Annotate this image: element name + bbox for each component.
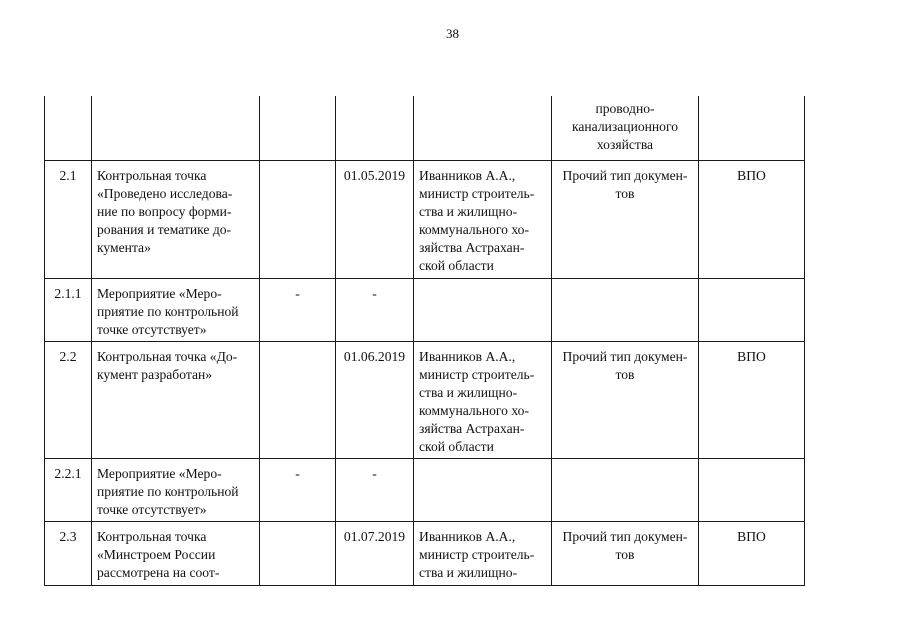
row-number: 2.2.1 — [45, 458, 92, 521]
plan-table — [44, 96, 805, 586]
page-number: 38 — [446, 26, 459, 41]
row-level — [699, 278, 805, 341]
row-start-date — [260, 341, 336, 458]
row-responsible: Иванников А.А., министр строитель- ства и жилищно- коммунального хо- зяйства Астрахан- ской области — [414, 160, 552, 278]
row-document-type: Прочий тип докумен- тов — [552, 521, 699, 585]
row-responsible: Иванников А.А., министр строитель- ства и жилищно- коммунального хо- зяйства Астрахан- ской области — [414, 341, 552, 458]
row-level — [699, 96, 805, 160]
row-end-date: 01.06.2019 — [336, 341, 414, 458]
row-responsible — [414, 458, 552, 521]
row-level: ВПО — [699, 341, 805, 458]
row-document-type: Прочий тип докумен- тов — [552, 160, 699, 278]
row-end-date: - — [336, 458, 414, 521]
table-row — [45, 341, 805, 458]
row-name: Мероприятие «Меро- приятие по контрольной точке отсутствует» — [92, 278, 260, 341]
table-row — [45, 160, 805, 278]
row-start-date — [260, 160, 336, 278]
table-row — [45, 96, 805, 160]
row-name: Контрольная точка «Проведено исследова- ние по вопросу форми- рования и тематике до- кумента» — [92, 160, 260, 278]
row-number — [45, 96, 92, 160]
row-document-type — [552, 278, 699, 341]
row-end-date: 01.07.2019 — [336, 521, 414, 585]
row-number: 2.2 — [45, 341, 92, 458]
row-document-type: Прочий тип докумен- тов — [552, 341, 699, 458]
row-responsible: Иванников А.А., министр строитель- ства и жилищно- — [414, 521, 552, 585]
row-number: 2.1.1 — [45, 278, 92, 341]
row-start-date: - — [260, 458, 336, 521]
row-name: Контрольная точка «До- кумент разработан» — [92, 341, 260, 458]
row-end-date: 01.05.2019 — [336, 160, 414, 278]
row-level — [699, 458, 805, 521]
row-responsible — [414, 96, 552, 160]
row-end-date: - — [336, 278, 414, 341]
row-name: Мероприятие «Меро- приятие по контрольной точке отсутствует» — [92, 458, 260, 521]
row-name: Контрольная точка «Минстроем России рассмотрена на соот- — [92, 521, 260, 585]
table-row — [45, 278, 805, 341]
row-name — [92, 96, 260, 160]
table-row — [45, 521, 805, 585]
row-number: 2.3 — [45, 521, 92, 585]
table-row — [45, 458, 805, 521]
row-end-date — [336, 96, 414, 160]
row-start-date — [260, 96, 336, 160]
row-start-date — [260, 521, 336, 585]
row-document-type — [552, 458, 699, 521]
row-level: ВПО — [699, 160, 805, 278]
row-start-date: - — [260, 278, 336, 341]
row-level: ВПО — [699, 521, 805, 585]
row-document-type: проводно- канализационного хозяйства — [552, 96, 699, 160]
row-responsible — [414, 278, 552, 341]
row-number: 2.1 — [45, 160, 92, 278]
